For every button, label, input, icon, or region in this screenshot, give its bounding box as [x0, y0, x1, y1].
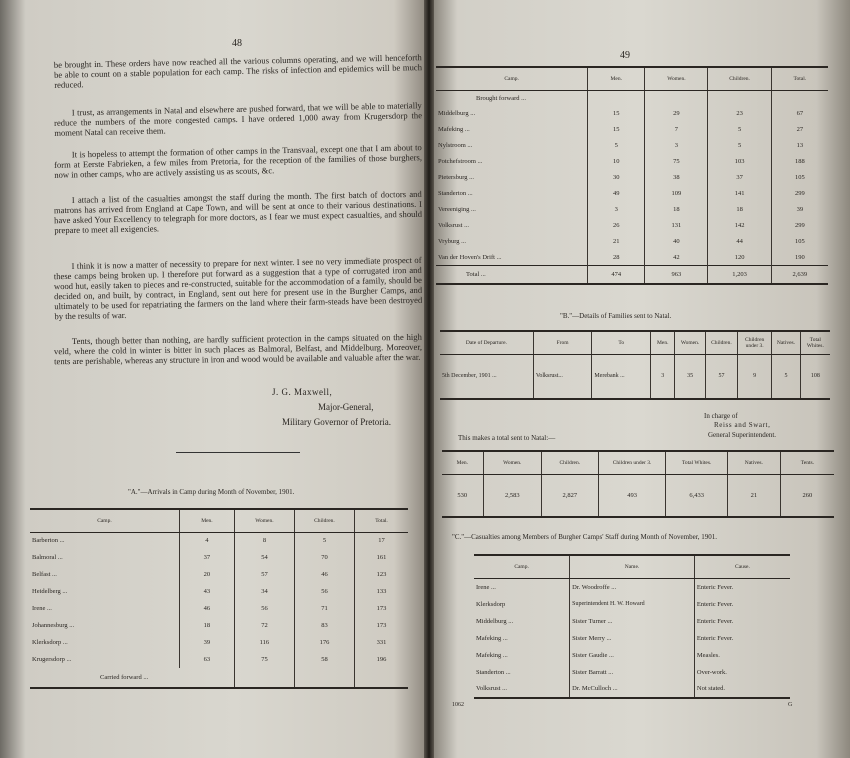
cell-men: 3	[588, 202, 645, 218]
cell-children: 37	[708, 170, 771, 186]
col-header: Men.	[442, 451, 483, 475]
cell-cause: Enteric Fever.	[694, 579, 790, 596]
cell-total: 2,639	[771, 266, 828, 284]
table-row	[474, 647, 790, 664]
cell-men: 39	[179, 634, 234, 651]
cell-camp: Mafeking ...	[476, 634, 508, 642]
cell-total: 188	[771, 154, 828, 170]
cell-women: 2,583	[483, 475, 541, 517]
col-header: Women.	[234, 509, 294, 533]
in-charge-label: In charge of	[704, 412, 738, 420]
table-row	[436, 154, 828, 170]
footer-signature: 1062	[452, 702, 464, 708]
table-row-footer	[30, 668, 408, 688]
cell-camp: Irene ...	[476, 583, 496, 591]
cell-children: 71	[294, 600, 354, 617]
cell-total: 173	[355, 617, 408, 634]
table-b-caption: "B."—Details of Families sent to Natal.	[560, 312, 672, 320]
cell-men: 3	[651, 355, 675, 399]
cell-total-label: Total ...	[466, 270, 486, 278]
table-c-caption: "C."—Casualties among Members of Burgher Camps' Staff during Month of November, 1901.	[452, 533, 718, 541]
cell-natives: 21	[727, 475, 780, 517]
table-row	[474, 613, 790, 630]
cell-men: 18	[179, 617, 234, 634]
table-row	[436, 250, 828, 266]
table-row	[30, 549, 408, 566]
col-header: Women.	[645, 67, 708, 91]
cell-total: 123	[355, 566, 408, 583]
cell-children: 120	[708, 250, 771, 266]
paragraph: Tents, though better than nothing, are hardly sufficient protection in the camps situated on the high veld, where the cold in winter is bitter in such places as Balmoral, Belfast, and Middelburg. Moreover, tents are perishable, whereas any structure in iron and wood would be available and valuable after the war.	[53, 331, 423, 367]
cell-natives: 5	[772, 355, 801, 399]
cell-camp: Mafeking ...	[438, 126, 470, 133]
cell-camp: Klerksdorp	[476, 600, 506, 608]
cell-children: 56	[294, 583, 354, 600]
cell-women: 8	[234, 533, 294, 549]
col-header: Men.	[651, 331, 675, 355]
col-header: Total.	[771, 67, 828, 91]
cell-men: 15	[588, 106, 645, 122]
right-page	[428, 0, 850, 758]
table-row	[30, 600, 408, 617]
cell-women: 34	[234, 583, 294, 600]
table-row	[30, 566, 408, 583]
cell-total: 67	[771, 106, 828, 122]
cell-women: 54	[234, 549, 294, 566]
col-header: Date of Departure.	[440, 331, 533, 355]
cell-children: 44	[708, 234, 771, 250]
cell-camp: Volksrust ...	[438, 222, 469, 229]
table-row	[30, 583, 408, 600]
table-row	[436, 234, 828, 250]
cell-camp: Potchefstroom ...	[438, 158, 483, 165]
cell-camp: Balmoral ...	[32, 553, 63, 561]
cell-children: 70	[294, 549, 354, 566]
cell-cause: Measles.	[694, 647, 790, 664]
divider	[176, 452, 300, 453]
cell-women: 38	[645, 170, 708, 186]
cell-camp: Middelburg ...	[438, 110, 476, 117]
col-header: Children under 3.	[598, 451, 666, 475]
cell-men: 49	[588, 186, 645, 202]
cell-cause: Not stated.	[694, 681, 790, 698]
col-header: To	[592, 331, 651, 355]
cell-name: Sister Gaudie ...	[570, 647, 695, 664]
col-header: Children.	[705, 331, 737, 355]
table-row	[436, 138, 828, 154]
cell-men: 530	[457, 491, 468, 499]
cell-cause: Enteric Fever.	[694, 596, 790, 613]
cell-women: 109	[645, 186, 708, 202]
table-row	[436, 106, 828, 122]
cell-men: 63	[179, 651, 234, 668]
cell-to: Merebank ...	[592, 355, 651, 399]
cell-children: 5	[708, 138, 771, 154]
cell-children-under-3: 9	[738, 355, 772, 399]
cell-children: 23	[708, 106, 771, 122]
cell-cause: Enteric Fever.	[694, 613, 790, 630]
cell-total: 299	[771, 186, 828, 202]
cell-camp: Johannesburg ...	[32, 621, 75, 629]
table-a	[30, 508, 408, 689]
cell-camp: Standerton ...	[476, 668, 511, 676]
cell-name: Sister Turner ...	[570, 613, 695, 630]
cell-total: 17	[355, 533, 408, 549]
cell-women: 42	[645, 250, 708, 266]
cell-name: Sister Merry ...	[570, 630, 695, 647]
cell-total-whites: 6,433	[666, 475, 727, 517]
signature-rank: Major-General,	[318, 402, 374, 412]
table-row	[436, 186, 828, 202]
cell-women: 57	[234, 566, 294, 583]
cell-men: 26	[588, 218, 645, 234]
cell-name: Sister Barratt ...	[570, 664, 695, 681]
table-row	[436, 122, 828, 138]
col-header: Cause.	[694, 555, 790, 579]
cell-women: 75	[645, 154, 708, 170]
paragraph: I attach a list of the casualties amongst the staff during the month. The first batch of doctors and matrons has arrived from England at Cape Town, and will be sent at once to their various destinations. I have asked Your Excellency to telegraph for more doctors, as I fear we must expect casualties, and should prepare to meet all exigencies.	[53, 188, 423, 236]
cell-women: 18	[645, 202, 708, 218]
cell-men: 21	[588, 234, 645, 250]
cell-total: 105	[771, 170, 828, 186]
cell-women: 35	[675, 355, 705, 399]
table-row-total	[436, 266, 828, 284]
table-row	[474, 630, 790, 647]
cell-children: 103	[708, 154, 771, 170]
book-gutter	[424, 0, 434, 758]
cell-camp: Standerton ...	[438, 190, 473, 197]
cell-women: 7	[645, 122, 708, 138]
col-header: Name.	[570, 555, 695, 579]
cell-cause: Over-work.	[694, 664, 790, 681]
col-header: Men.	[588, 67, 645, 91]
cell-camp: Mafeking ...	[476, 651, 508, 659]
paragraph: I trust, as arrangements in Natal and elsewhere are pushed forward, that we will be able to materially reduce the numbers of the more congested camps. I have ordered 1,000 away from Krugersdorp the moment Natal can receive them.	[53, 100, 423, 138]
page-number: 48	[232, 38, 242, 49]
paragraph: I think it is now a matter of necessity to prepare for next winter. I see no very immediate prospect of these camps being broken up. I therefore put forward as a suggestion that a type of corrugated iron and wood hut, easily taken to pieces and re-constructed, suitable for the accommodation of a family, should be decided on, and built, by contract, in England, sent out here for present use in the Burgher Camps, and ultimately to be used for repatriating the farmers on the land where their farm-steads have been destroyed by the results of war.	[53, 254, 423, 322]
table-row	[436, 170, 828, 186]
cell-camp: Volksrust ...	[476, 685, 507, 692]
cell-camp: Pietersburg ...	[438, 174, 474, 181]
cell-camp: Klerksdorp ...	[32, 638, 68, 646]
cell-children: 176	[294, 634, 354, 651]
col-header: Natives.	[727, 451, 780, 475]
col-header: Women.	[675, 331, 705, 355]
cell-name: Superintendent H. W. Howard	[570, 596, 695, 613]
cell-children: 5	[708, 122, 771, 138]
cell-total-whites: 108	[800, 355, 830, 399]
cell-children: 18	[708, 202, 771, 218]
cell-total: 105	[771, 234, 828, 250]
table-a-caption: "A."—Arrivals in Camp during Month of November, 1901.	[128, 488, 295, 496]
table-row	[30, 533, 408, 549]
cell-children: 57	[705, 355, 737, 399]
table-row	[474, 596, 790, 613]
paragraph: be brought in. These orders have now reached all the various columns operating, and we will henceforth be able to count on a stable population for each camp. The risks of infection and epidemics will be much reduced.	[53, 52, 423, 90]
col-header: Women.	[483, 451, 541, 475]
cell-total: 39	[771, 202, 828, 218]
cell-total: 196	[355, 651, 408, 668]
cell-total: 173	[355, 600, 408, 617]
cell-men: 15	[588, 122, 645, 138]
footer-mark: G	[788, 702, 793, 708]
table-row	[30, 634, 408, 651]
table-a-continued	[436, 66, 828, 285]
cell-date: 5th December, 1901 ...	[442, 373, 497, 380]
table-row	[30, 651, 408, 668]
cell-men: 28	[588, 250, 645, 266]
in-charge-names: Reiss and Swart,	[714, 421, 771, 429]
cell-camp: Irene ...	[32, 604, 52, 612]
cell-men: 5	[588, 138, 645, 154]
cell-men: 37	[179, 549, 234, 566]
cell-women: 963	[645, 266, 708, 284]
cell-women: 72	[234, 617, 294, 634]
cell-women: 116	[234, 634, 294, 651]
table-row	[474, 579, 790, 596]
cell-camp: Belfast ...	[32, 570, 57, 578]
col-header: Natives.	[772, 331, 801, 355]
carried-forward: Carried forward ...	[100, 673, 149, 681]
cell-women: 29	[645, 106, 708, 122]
total-sent-label: This makes a total sent to Natal:—	[458, 434, 556, 442]
cell-total: 161	[355, 549, 408, 566]
cell-camp: Krugersdorp ...	[32, 655, 72, 663]
cell-camp: Barberton ...	[32, 537, 65, 545]
cell-men: 43	[179, 583, 234, 600]
cell-children: 83	[294, 617, 354, 634]
cell-women: 56	[234, 600, 294, 617]
table-row	[440, 355, 830, 399]
brought-forward: Brought forward ...	[476, 94, 527, 102]
paragraph: It is hopeless to attempt the formation of other camps in the Transvaal, except one that I am about to form at Eerste Fabrieken, a few miles from Pretoria, for the reception of the families of those burghers, now in other camps, who are actively assisting us as scouts, &c.	[53, 142, 423, 180]
cell-men: 10	[588, 154, 645, 170]
table-c	[474, 554, 790, 699]
col-header: Total Whites.	[800, 331, 830, 355]
table-row	[474, 681, 790, 698]
col-header: Children.	[708, 67, 771, 91]
cell-total: 299	[771, 218, 828, 234]
table-row	[436, 218, 828, 234]
cell-total: 27	[771, 122, 828, 138]
col-header: Camp.	[474, 555, 570, 579]
cell-camp: Middelburg ...	[476, 617, 514, 625]
table-row	[474, 664, 790, 681]
cell-children: 141	[708, 186, 771, 202]
cell-camp: Heidelberg ...	[32, 587, 68, 595]
cell-children: 46	[294, 566, 354, 583]
cell-children: 5	[294, 533, 354, 549]
cell-cause: Enteric Fever.	[694, 630, 790, 647]
cell-children: 58	[294, 651, 354, 668]
cell-total: 190	[771, 250, 828, 266]
cell-name: Dr. McCulloch ...	[570, 681, 695, 698]
cell-children: 1,203	[708, 266, 771, 284]
table-row	[442, 475, 834, 517]
table-row	[436, 91, 828, 106]
table-row	[436, 202, 828, 218]
cell-camp: Vereeniging ...	[438, 206, 476, 213]
page-number: 49	[620, 50, 630, 61]
cell-men: 20	[179, 566, 234, 583]
cell-total: 133	[355, 583, 408, 600]
cell-camp: Van der Hoven's Drift ...	[438, 253, 502, 261]
col-header: Total Whites.	[666, 451, 727, 475]
col-header: From	[533, 331, 592, 355]
col-header: Camp.	[436, 67, 588, 91]
col-header: Children under 3.	[738, 331, 772, 355]
col-header: Men.	[179, 509, 234, 533]
cell-tents: 260	[780, 475, 834, 517]
cell-name: Dr. Woodroffe ...	[570, 579, 695, 596]
cell-women: 131	[645, 218, 708, 234]
cell-total: 331	[355, 634, 408, 651]
cell-total: 13	[771, 138, 828, 154]
superintendent-label: General Superintendent.	[708, 431, 777, 439]
cell-women: 40	[645, 234, 708, 250]
col-header: Tents.	[780, 451, 834, 475]
cell-men: 30	[588, 170, 645, 186]
cell-men: 474	[588, 266, 645, 284]
cell-women: 75	[234, 651, 294, 668]
cell-from: Volksrust...	[533, 355, 592, 399]
table-b	[440, 330, 830, 400]
signature-name: J. G. Maxwell,	[272, 387, 333, 397]
total-sent-table	[442, 450, 834, 518]
cell-men: 46	[179, 600, 234, 617]
cell-camp: Vryburg ...	[438, 238, 467, 245]
cell-children: 142	[708, 218, 771, 234]
cell-children: 2,827	[541, 475, 598, 517]
cell-camp: Nylstroom ...	[438, 142, 473, 149]
col-header: Children.	[541, 451, 598, 475]
cell-women: 3	[645, 138, 708, 154]
cell-children-under-3: 493	[598, 475, 666, 517]
col-header: Total.	[355, 509, 408, 533]
table-row	[30, 617, 408, 634]
col-header: Camp.	[30, 509, 179, 533]
signature-title: Military Governor of Pretoria.	[282, 417, 391, 427]
cell-men: 4	[179, 533, 234, 549]
col-header: Children.	[294, 509, 354, 533]
